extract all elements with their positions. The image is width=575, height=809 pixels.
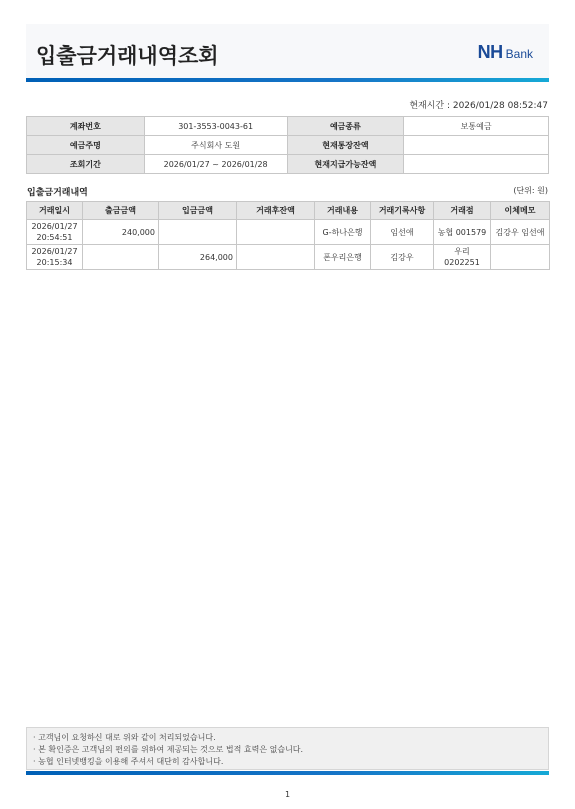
cell-memo: [491, 245, 550, 270]
available-balance-label: 현재지급가능잔액: [287, 155, 404, 174]
table-row: [27, 245, 550, 270]
unit-label: (단위: 원): [513, 186, 548, 195]
header-divider: [26, 78, 549, 82]
table-header-row: [27, 202, 550, 220]
account-info-row: [27, 136, 549, 155]
cell-datetime: [27, 220, 83, 245]
cell-content: 폰우리은행: [315, 245, 371, 270]
col-header-branch: 거래점: [434, 202, 491, 220]
col-header-content: 거래내용: [315, 202, 371, 220]
section-title: 입출금거래내역: [27, 188, 88, 198]
page-title: 입출금거래내역조회: [36, 44, 219, 68]
footer-line: · 농협 인터넷뱅킹을 이용해 주셔서 대단히 감사합니다.: [33, 757, 224, 766]
cell-balance: [237, 220, 315, 245]
logo-nh-text: NH: [477, 42, 503, 62]
account-info-row: [27, 117, 549, 136]
col-header-record: 거래기록사항: [371, 202, 434, 220]
col-header-balance: 거래후잔액: [237, 202, 315, 220]
cell-memo: 김강우 임선애: [491, 220, 550, 245]
period-label: 조회기간: [27, 155, 145, 174]
cell-record: 김강우: [371, 245, 434, 270]
cell-time: 20:54:51: [36, 233, 73, 242]
account-info-row: [27, 155, 549, 174]
cell-record: 임선애: [371, 220, 434, 245]
deposit-type-label: 예금종류: [287, 117, 404, 136]
deposit-type-value: 보통예금: [404, 117, 549, 136]
cell-time: 20:15:34: [36, 258, 73, 267]
logo-bank-text: Bank: [505, 47, 533, 61]
cell-deposit: 264,000: [159, 245, 237, 270]
cell-branch: [434, 220, 491, 245]
cell-date: 2026/01/27: [31, 222, 78, 231]
col-header-datetime: 거래일시: [27, 202, 83, 220]
cell-date: 2026/01/27: [31, 247, 78, 256]
holder-label: 예금주명: [27, 136, 145, 155]
cell-withdrawal: [83, 245, 159, 270]
footer-line: · 고객님이 요청하신 대로 위와 같이 처리되었습니다.: [33, 733, 216, 742]
col-header-withdrawal: 출금금액: [83, 202, 159, 220]
cell-balance: [237, 245, 315, 270]
cell-datetime: [27, 245, 83, 270]
account-info-table: [26, 116, 549, 174]
account-number-label: 계좌번호: [27, 117, 145, 136]
current-time: 현재시간 : 2026/01/28 08:52:47: [409, 101, 548, 111]
holder-value: 주식회사 도원: [144, 136, 287, 155]
cell-content: G-하나은행: [315, 220, 371, 245]
col-header-deposit: 입금금액: [159, 202, 237, 220]
footer-line: · 본 확인증은 고객님의 편의를 위하여 제공되는 것으로 법적 효력은 없습니다.: [33, 745, 304, 754]
period-value: 2026/01/27 ~ 2026/01/28: [144, 155, 287, 174]
cell-withdrawal: 240,000: [83, 220, 159, 245]
table-row: [27, 220, 550, 245]
page-number: 1: [284, 790, 291, 799]
cell-branch: [434, 245, 491, 270]
current-balance-label: 현재통장잔액: [287, 136, 404, 155]
available-balance-value: [404, 155, 549, 174]
cell-branch-line2: 0202251: [444, 258, 480, 267]
cell-branch-line1: 농협 001579: [437, 227, 487, 237]
transactions-table: [26, 201, 550, 270]
cell-deposit: [159, 220, 237, 245]
current-balance-value: [404, 136, 549, 155]
col-header-memo: 이체메모: [491, 202, 550, 220]
page-header: [26, 24, 549, 78]
cell-branch-line1: 우리: [454, 247, 470, 256]
account-number-value: 301-3553-0043-61: [144, 117, 287, 136]
footer-notice: [26, 727, 549, 770]
nh-bank-logo: [478, 42, 533, 63]
footer-divider: [26, 771, 549, 775]
